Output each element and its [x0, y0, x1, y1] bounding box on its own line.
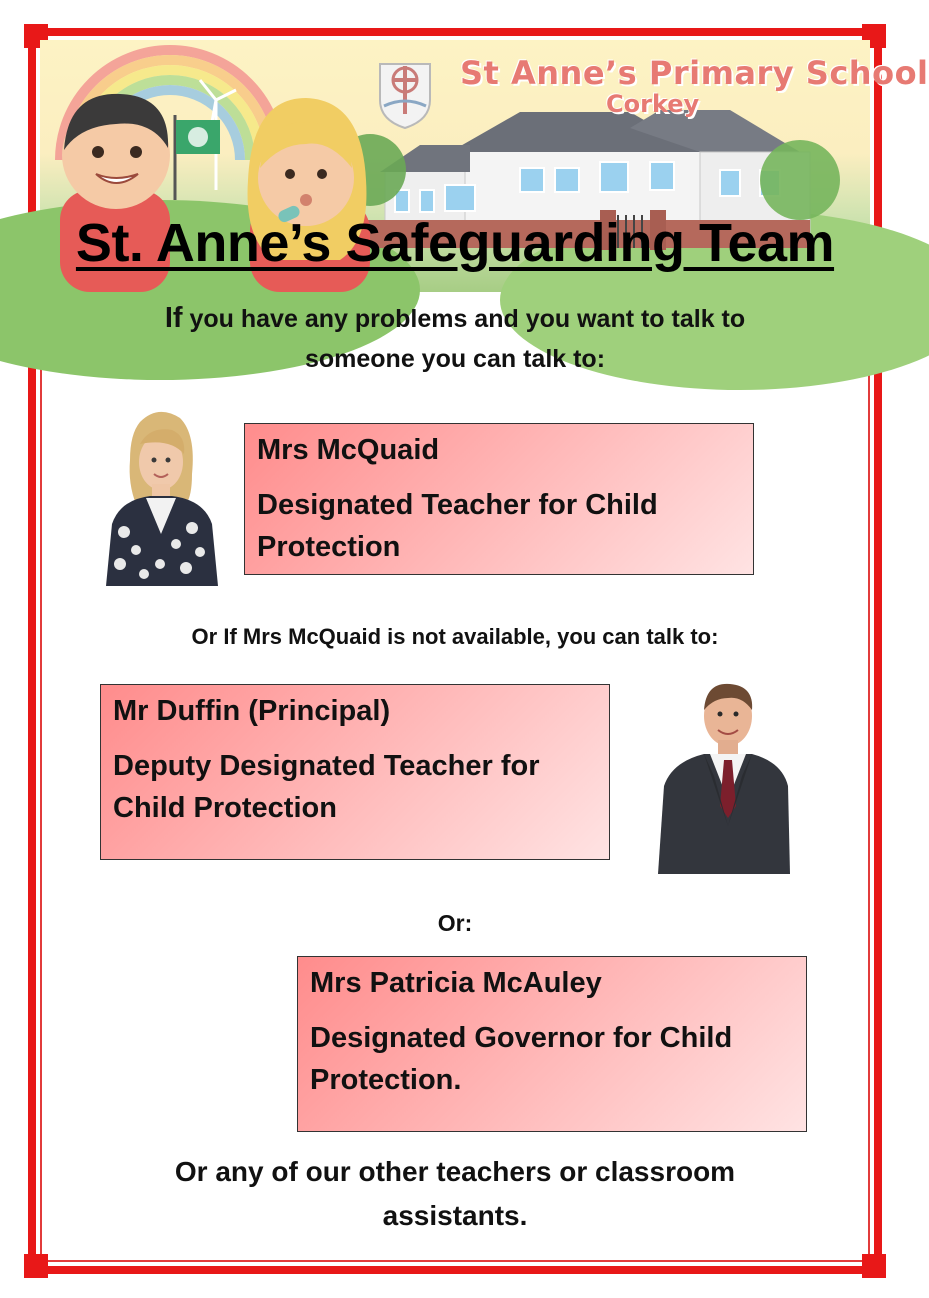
intro-lead-word: If [164, 302, 183, 334]
border-corner-br [862, 1254, 886, 1278]
contact-name: Mrs McQuaid [257, 434, 440, 466]
contact-name: Mrs Patricia McAuley [310, 967, 602, 999]
school-location: Corkey [606, 90, 700, 118]
border-corner-bl [24, 1254, 48, 1278]
contact-role: Designated Governor for Child Protection. [310, 1022, 733, 1096]
closing-line-1: Or any of our other teachers or classroom [174, 1156, 736, 1187]
intro-text [40, 298, 870, 379]
page-title: St. Anne’s Safeguarding Team [75, 213, 835, 273]
contact-role: Designated Teacher for Child Protection [257, 489, 658, 563]
contact-card-designated-governor [297, 956, 807, 1132]
mrs-mcquaid-photo [100, 404, 222, 586]
contact-role: Deputy Designated Teacher for Child Protection [113, 750, 540, 824]
school-name: St Anne’s Primary School [460, 54, 929, 92]
closing-text [40, 1150, 870, 1238]
separator-text-2: Or: [437, 910, 473, 936]
contact-card-deputy-teacher [100, 684, 610, 860]
contact-name: Mr Duffin (Principal) [113, 695, 391, 727]
intro-line-1 [40, 298, 870, 339]
intro-line-1-rest: you have any problems and you want to talk to [182, 305, 746, 333]
mr-duffin-photo [656, 676, 792, 874]
separator-text-1: Or If Mrs McQuaid is not available, you can talk to: [191, 624, 719, 649]
contact-card-designated-teacher [244, 423, 754, 575]
intro-line-2: someone you can talk to: [304, 345, 606, 373]
closing-line-2: assistants. [382, 1200, 528, 1231]
